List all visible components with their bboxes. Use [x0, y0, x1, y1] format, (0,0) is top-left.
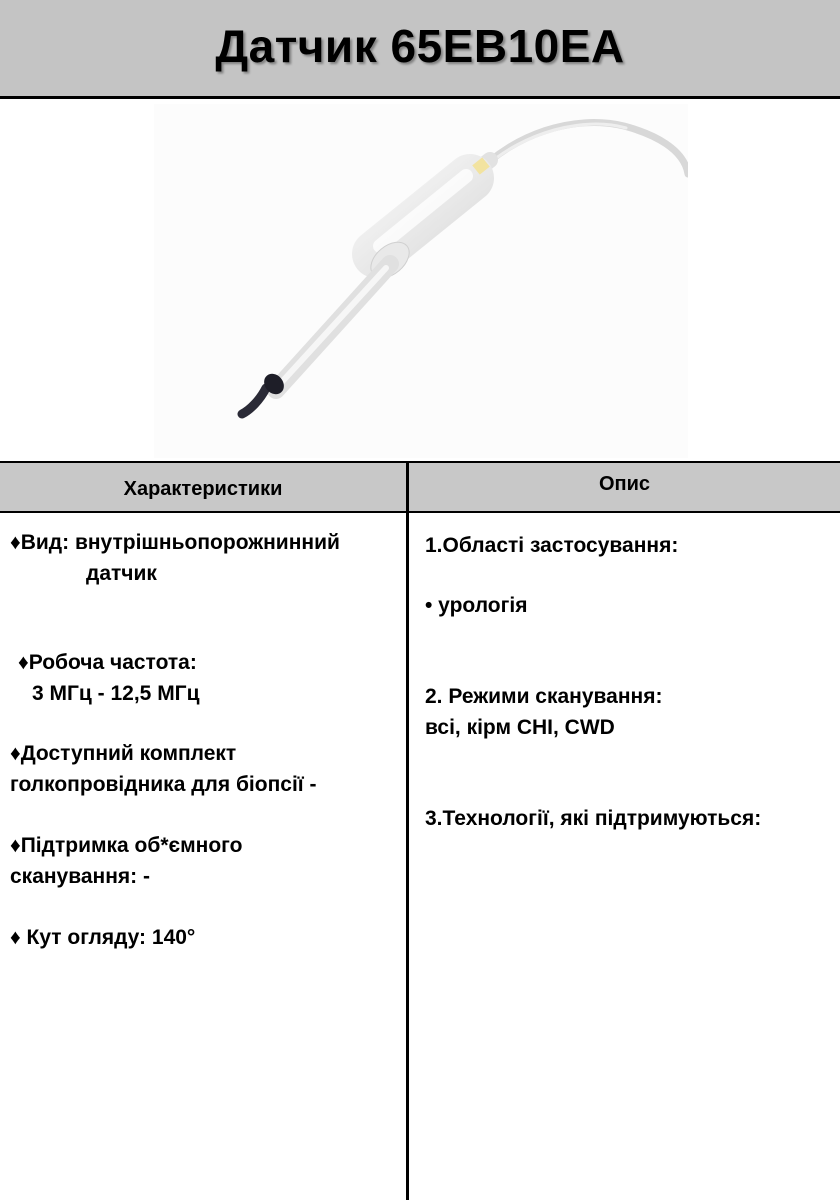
page-title: Датчик 65EB10EA	[215, 20, 625, 72]
desc-technologies-heading: 3.Технології, які підтримуються:	[425, 807, 762, 830]
desc-modes: 2. Режими сканування: всі, кірм CHI, CWD	[425, 685, 663, 739]
desc-areas-heading: 1.Області застосування:	[425, 534, 679, 557]
desc-areas-item: • урологія	[425, 594, 528, 617]
title-bar	[0, 0, 840, 99]
table-header	[0, 461, 840, 513]
column-divider	[406, 461, 409, 1200]
header-description: Опис	[598, 472, 651, 495]
spec-frequency: ♦Робоча частота: 3 МГц - 12,5 МГц	[18, 651, 200, 705]
spec-biopsy-kit: ♦Доступний комплект голкопровідника для біопсії -	[10, 742, 317, 796]
header-characteristics: Характеристики	[123, 477, 283, 500]
spec-type: ♦Вид: внутрішньопорожнинний датчик	[10, 531, 340, 585]
spec-view-angle: ♦ Кут огляду: 140°	[10, 926, 196, 949]
spec-volume-scan: ♦Підтримка об*ємного сканування: -	[10, 834, 243, 888]
probe-illustration	[154, 104, 688, 458]
probe-photo	[154, 104, 688, 458]
